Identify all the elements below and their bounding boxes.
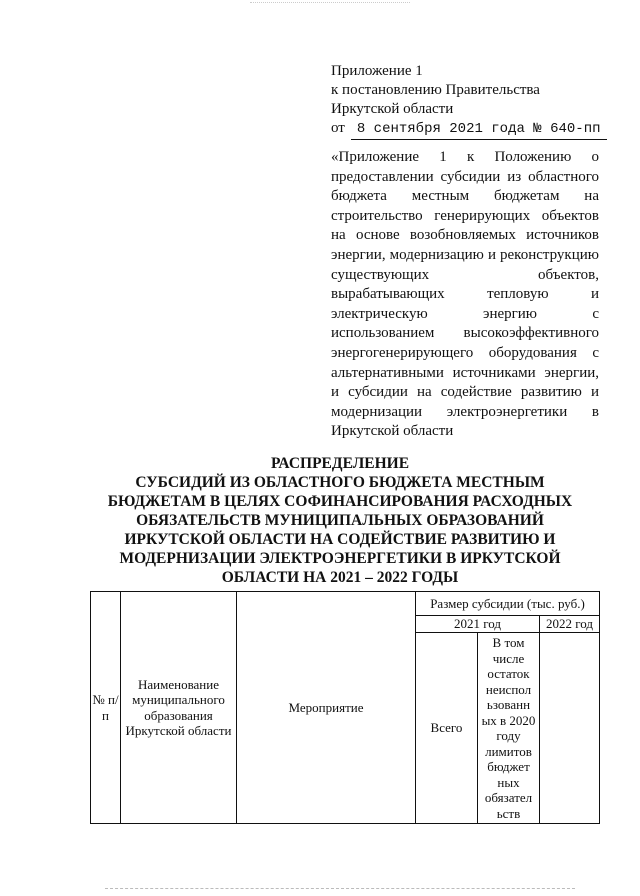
title-line: МОДЕРНИЗАЦИИ ЭЛЕКТРОЭНЕРГЕТИКИ В ИРКУТСКОЙ [119,550,561,567]
title-line: ОБЛАСТИ НА 2021 – 2022 ГОДЫ [221,569,459,586]
header-date-prefix: от [331,120,345,136]
header-date-line [331,119,601,140]
appendix-reference-text: «Приложение 1 к Положению о предоставлении субсидии из областного бюджета местным бюджетам на строительство генерирующих объектов на основе возобновляемых источников энергии, модернизацию и реконструкцию существующих объектов, вырабатывающих тепловую и электрическую энергию с использованием высокоэффективного энергогенерирующего оборудования с альтернативными источниками энергии, и субсидии на содействие развитию и модернизации электроэнергетики в Иркутской области [331,149,599,440]
title-line: СУБСИДИЙ ИЗ ОБЛАСТНОГО БЮДЖЕТА МЕСТНЫМ [135,474,545,491]
title-line: ОБЯЗАТЕЛЬСТВ МУНИЦИПАЛЬНЫХ ОБРАЗОВАНИЙ [136,512,544,529]
header-year-2022: 2022 год [540,616,600,633]
header-region-label: Иркутской области [331,101,454,117]
header-measure: Мероприятие [237,592,416,824]
document-approval-header [331,62,601,140]
scan-artifact-line [250,2,410,3]
header-including-unused: В том числе остаток неиспол ьзованн ых в 2020 году лимитов бюджет ных обязател ьств [478,633,540,824]
header-2022-empty [540,633,600,824]
header-total: Всего [416,633,478,824]
title-line: БЮДЖЕТАМ В ЦЕЛЯХ СОФИНАНСИРОВАНИЯ РАСХОДНЫХ [107,493,573,510]
subsidy-table [90,591,600,824]
scan-artifact-line [105,888,575,889]
appendix-reference [331,148,599,442]
header-date-value: 8 сентября 2021 года № 640-пп [351,120,607,140]
header-year-2021: 2021 год [416,616,540,633]
header-subsidy-size: Размер субсидии (тыс. руб.) [416,592,600,616]
header-number: № п/п [91,592,121,824]
header-resolution-label: к постановлению Правительства [331,82,540,98]
header-appendix-label: Приложение 1 [331,63,423,79]
document-title [60,454,620,587]
title-line: ИРКУТСКОЙ ОБЛАСТИ НА СОДЕЙСТВИЕ РАЗВИТИЮ И [124,531,556,548]
header-municipality: Наименование муниципального образования Иркутской области [121,592,237,824]
title-line: РАСПРЕДЕЛЕНИЕ [270,455,410,472]
